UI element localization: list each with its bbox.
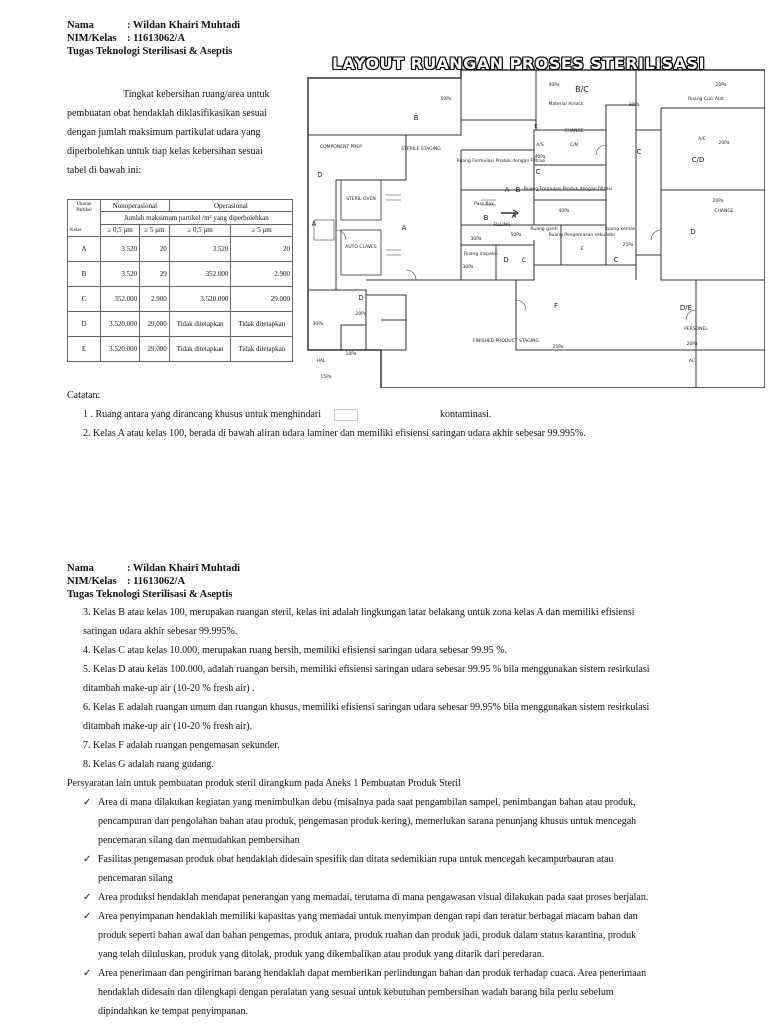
label-b: B xyxy=(483,214,489,222)
checklist-line: yang telah diluluskan, produk yang ditolak, produk yang dikembalikan atau produk yang ditarik dari peredaran. xyxy=(98,949,545,960)
label-d: D xyxy=(358,294,364,302)
label-change: CHANGE xyxy=(564,129,584,134)
intro-paragraph xyxy=(67,85,297,180)
cell: 3.520.000 xyxy=(101,337,140,362)
checklist-line: Area produksi hendaklah mendapat penerangan yang memadai, terutama di mana pengawasan visual dilakukan pada saat proses berjalan. xyxy=(98,892,649,903)
check-icon: ✓ xyxy=(83,968,92,979)
cell: 20 xyxy=(140,237,170,262)
checklist-line: hendaklah didesain dan dilengkapi dengan peralatan yang sesuai untuk kebutuhan pembersihan wadah barang bila perlu sebelum xyxy=(98,987,614,998)
checklist-line: pencemaran silang dan memudahkan pembersihan xyxy=(98,835,300,846)
nama-label: Nama xyxy=(67,20,94,31)
label-40pa: 40Pa xyxy=(558,209,570,214)
checklist-line: Area di mana dilakukan kegiatan yang menimbulkan debu (misalnya pada saat pengambilan sampel, penimbangan bahan atau produk, xyxy=(98,797,636,808)
course-title: Tugas Teknologi Sterilisasi & Aseptis xyxy=(67,46,233,57)
nim-value: : 11613062/A xyxy=(127,576,186,587)
list-item: 7. Kelas F adalah ruangan pengemasan sekunder. xyxy=(83,740,280,751)
checklist-line: pencampuran dan pengolahan bahan atau produk, pengemasan produk kering), memerlukan sarana penunjang khusus untuk mencegah xyxy=(98,816,637,827)
label-as: A/S xyxy=(536,143,544,148)
plan-title: LAYOUT RUANGAN PROSES STERILISASI xyxy=(331,54,706,73)
cell: 3.520 xyxy=(169,237,231,262)
nim-value: : 11613062/A xyxy=(127,33,186,44)
list-item: ditambah make-up air (10-20 % fresh air) . xyxy=(83,683,255,694)
intro-line: Tingkat kebersihan ruang/area untuk xyxy=(123,89,270,100)
label-finished-staging: FINISHED PRODUCT STAGING xyxy=(473,339,539,344)
label-25pa: 25Pa xyxy=(552,345,564,350)
label-20pa: 20Pa xyxy=(712,199,724,204)
label-10pa: 10Pa xyxy=(345,352,357,357)
label-ruang-inspeksi: Ruang inspeksi xyxy=(464,252,498,257)
col-header: ≥ 5 μm xyxy=(231,224,293,236)
group-header-nonop: Nonoperasional xyxy=(101,200,170,212)
label-15pa: 15Pa xyxy=(320,375,332,380)
corner-bottom: Kelas xyxy=(70,228,82,233)
row-kelas: E xyxy=(68,337,101,362)
persyaratan-intro: Persyaratan lain untuk pembuatan produk steril dirangkum pada Aneks 1 Pembuatan Produk Steril xyxy=(67,778,461,789)
cell: 3.520.000 xyxy=(169,287,231,312)
label-c: C xyxy=(613,256,619,264)
page1-header xyxy=(67,19,240,58)
corner-top: Ukuran Partikel xyxy=(76,202,92,213)
label-e: E xyxy=(534,124,538,130)
cell: 29.000 xyxy=(140,312,170,337)
label-autoclaves: AUTO CLAVES xyxy=(345,245,377,250)
label-ruang-cuci: Ruang Cuci Alat xyxy=(688,97,724,102)
checklist-line: Area penyimpanan hendaklah memiliki kapasitas yang memadai untuk menyimpan dengan rapi dan teratur berbagai macam bahan dan xyxy=(98,911,638,922)
row-kelas: D xyxy=(68,312,101,337)
label-20pa: 20Pa xyxy=(715,83,727,88)
cell: 20 xyxy=(231,237,293,262)
cell: Tidak ditetapkan xyxy=(169,312,231,337)
label-50pa: 50Pa xyxy=(440,97,452,102)
label-e: E xyxy=(580,247,584,252)
cell: Tidak ditetapkan xyxy=(231,312,293,337)
cell: 29 xyxy=(140,262,170,287)
label-d: D xyxy=(503,256,509,264)
table-corner xyxy=(68,200,101,237)
label-a: A xyxy=(311,220,317,228)
nim-label: NIM/Kelas xyxy=(67,576,117,587)
cell: 352.000 xyxy=(169,262,231,287)
catatan-title: Catatan: xyxy=(67,390,101,401)
label-25pa: 25Pa xyxy=(622,243,634,248)
label-30pa: 30Pa xyxy=(628,103,640,108)
label-30pa: 30Pa xyxy=(312,322,324,327)
intro-line: pembuatan obat hendaklah diklasifikasikan sesuai xyxy=(67,108,267,119)
requirements-checklist xyxy=(83,793,713,1021)
col-header: ≥ 0,5 μm xyxy=(169,224,231,236)
checklist-item xyxy=(83,907,713,964)
list-item: 5. Kelas D atau kelas 100.000, adalah ruangan bersih, memiliki efisiensi saringan udara sebesar 99.95 % bila menggunakan sistem resirkulasi xyxy=(83,664,650,675)
label-change: CHANGE xyxy=(714,209,734,214)
table-row xyxy=(68,287,293,312)
class-description-list xyxy=(83,603,703,774)
row-kelas: A xyxy=(68,237,101,262)
label-a: A xyxy=(401,224,407,232)
label-d: D xyxy=(690,228,696,236)
label-c: C xyxy=(636,148,642,156)
label-ac: A/C xyxy=(698,137,706,142)
label-20pa: 20Pa xyxy=(686,342,698,347)
catatan-item-1 xyxy=(83,405,491,424)
cell: 29.000 xyxy=(140,337,170,362)
cell: 29.000 xyxy=(231,287,293,312)
row-kelas: C xyxy=(68,287,101,312)
label-50pa: 50Pa xyxy=(510,233,522,238)
inline-image xyxy=(334,409,358,421)
check-icon: ✓ xyxy=(83,797,92,808)
label-formulasi-1: Ruang Formulasi Produk dengan Filtrasi xyxy=(456,159,546,164)
cell: Tidak ditetapkan xyxy=(169,337,231,362)
list-item: saringan udara akhir sebesar 99.995%. xyxy=(83,626,238,637)
label-cd: C/D xyxy=(691,156,705,164)
list-item: 8. Kelas G adalah ruang gudang. xyxy=(83,759,214,770)
checklist-item xyxy=(83,888,713,907)
floor-plan xyxy=(306,50,765,388)
label-ruang-ganti: Ruang ganti xyxy=(530,227,558,232)
label-40pa: 40Pa xyxy=(548,83,560,88)
label-20pa: 20Pa xyxy=(355,312,367,317)
checklist-line: produk seperti bahan awal dan bahan pengemas, produk antara, produk ruahan dan produk jadi, produk dalam status karantina, produk xyxy=(98,930,637,941)
label-steril-oven: STERIL OVEN xyxy=(346,197,376,202)
checklist-line: Area penerimaan dan pengiriman barang hendaklah dapat memberikan perlindungan bahan dan produk terhadap cuaca. Area penerimaan xyxy=(98,968,647,979)
catatan-item-1-text: 1 . Ruang antara yang dirancang khusus untuk menghindari xyxy=(83,409,321,420)
label-c: C xyxy=(535,168,541,176)
cell: 2.900 xyxy=(140,287,170,312)
cell: 3.520 xyxy=(101,262,140,287)
label-f: F xyxy=(553,302,559,310)
catatan-item-1-end: kontaminasi. xyxy=(440,409,492,420)
label-material-airlock: Material Airlock xyxy=(548,102,584,107)
cell: 352.000 xyxy=(101,287,140,312)
list-item: ditambah make-up air (10-20 % fresh air). xyxy=(83,721,253,732)
label-component-prep: COMPONENT PREP xyxy=(320,145,362,150)
check-icon: ✓ xyxy=(83,854,92,865)
label-pass-box: Pass Box xyxy=(474,202,494,207)
cell: 3.520.000 xyxy=(101,312,140,337)
label-c: C xyxy=(521,257,527,264)
label-formulasi-2: Ruang Formulasi Produk dengan filtrasi xyxy=(523,187,613,192)
intro-line: diperbolehkan untuk tiap kelas kebersihan sesuai xyxy=(67,146,263,157)
label-filling: FILLING xyxy=(493,223,511,228)
nama-label: Nama xyxy=(67,563,94,574)
nim-label: NIM/Kelas xyxy=(67,33,117,44)
label-b: B xyxy=(413,114,419,122)
label-sterile-staging: STERILE STAGING xyxy=(401,147,441,152)
nama-value: : Wildan Khairi Muhtadi xyxy=(127,20,241,31)
checklist-item xyxy=(83,964,713,1021)
label-ac: AC xyxy=(688,359,696,364)
cleanliness-class-table xyxy=(67,199,293,362)
table-row xyxy=(68,337,293,362)
label-b: B xyxy=(515,186,521,194)
checklist-item xyxy=(83,850,713,888)
label-ruang-kemas: Ruang Pengemasan sekunder xyxy=(548,233,616,238)
table-row xyxy=(68,262,293,287)
table-row xyxy=(68,312,293,337)
subheader: Jumlah maksimum partikel /m³ yang diperbolehkan xyxy=(101,212,293,224)
cell: 3.520 xyxy=(101,237,140,262)
catatan-item-2: 2. Kelas A atau kelas 100, berada di bawah aliran udara laminer dan memiliki efisiensi saringan udara akhir sebesar 99.995%. xyxy=(83,428,586,439)
label-bc: B/C xyxy=(575,85,589,94)
course-title: Tugas Teknologi Sterilisasi & Aseptis xyxy=(67,589,233,600)
table-row xyxy=(68,237,293,262)
label-a: A xyxy=(504,186,510,194)
label-30pa: 30Pa xyxy=(470,237,482,242)
nama-value: : Wildan Khairi Muhtadi xyxy=(127,563,241,574)
label-d: D xyxy=(317,171,323,179)
checklist-line: pencemaran silang xyxy=(98,873,173,884)
check-icon: ✓ xyxy=(83,911,92,922)
label-de: D/E xyxy=(679,304,693,312)
label-hal: HAL xyxy=(316,359,326,364)
intro-line: dengan jumlah maksimum partikulat udara yang xyxy=(67,127,261,138)
label-30pa: 30Pa xyxy=(462,265,474,270)
label-ruang-kemas2: Ruang kemas xyxy=(604,227,636,232)
col-header: ≥ 0,5 μm xyxy=(101,224,140,236)
label-cn: C/N xyxy=(569,143,579,148)
label-20pa: 20Pa xyxy=(718,141,730,146)
intro-line: tabel di bawah ini: xyxy=(67,165,142,176)
col-header: ≥ 5 μm xyxy=(140,224,170,236)
list-item: 4. Kelas C atau kelas 10.000, merupakan ruang bersih, memiliki efisiensi saringan udara sebesar 99.95 %. xyxy=(83,645,508,656)
label-40pa: 40Pa xyxy=(534,155,546,160)
group-header-op: Operasional xyxy=(169,200,292,212)
cell: Tidak ditetapkan xyxy=(231,337,293,362)
checklist-line: Fasilitas pengemasan produk obat hendaklah didesain spesifik dan ditata sedemikian rupa untuk mencegah kecampurbauran atau xyxy=(98,854,614,865)
page2-header xyxy=(67,562,240,601)
label-a: A xyxy=(511,212,517,220)
cell: 2.900 xyxy=(231,262,293,287)
list-item: 6. Kelas E adalah ruangan umum dan ruangan khusus, memiliki efisiensi saringan udara sebesar 99.95% bila menggunakan sistem resirkulasi xyxy=(83,702,650,713)
checklist-item xyxy=(83,793,713,850)
checklist-line: dipindahkan ke tempat penyimpanan. xyxy=(98,1006,248,1017)
label-personel: PERSONEL xyxy=(684,327,708,332)
check-icon: ✓ xyxy=(83,892,92,903)
row-kelas: B xyxy=(68,262,101,287)
list-item: 3. Kelas B atau kelas 100, merupakan ruangan steril, kelas ini adalah lingkungan latar belakang untuk zona kelas A dan memiliki efisiensi xyxy=(83,607,635,618)
